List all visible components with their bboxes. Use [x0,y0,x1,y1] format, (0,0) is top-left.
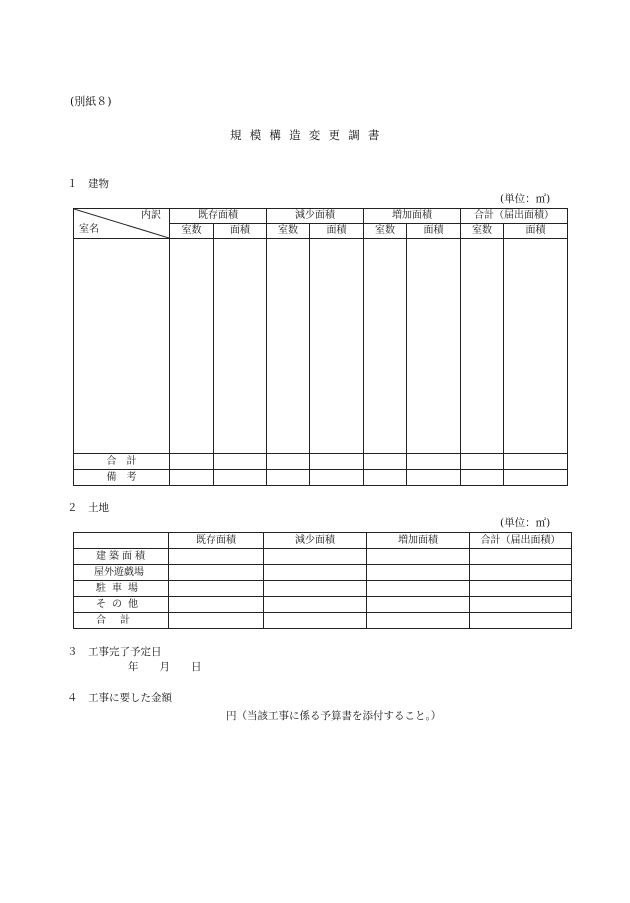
group-header-existing: 既存面積 [170,209,267,224]
entry-cell[interactable] [264,549,367,565]
entry-cell[interactable] [214,239,267,454]
building-table [73,208,568,486]
diagonal-header-cell [74,209,170,239]
row-label-parking: 駐車場 [74,581,169,597]
entry-cell[interactable] [470,581,572,597]
amount-line[interactable]: 円（当該工事に係る予算書を添付すること。） [226,710,442,722]
land-header-blank [74,533,169,549]
entry-cell[interactable] [267,239,310,454]
entry-cell[interactable] [504,470,568,486]
table-row [74,549,572,565]
section-2-unit: (単位：㎡) [500,517,551,529]
entry-cell[interactable] [267,454,310,470]
col-header-decrease: 減少面積 [264,533,367,549]
subheader-room-count: 室数 [170,224,214,239]
entry-cell[interactable] [169,565,264,581]
entry-cell[interactable] [310,239,364,454]
entry-cell[interactable] [264,581,367,597]
land-table [73,532,572,629]
table-body-row [74,239,568,454]
entry-cell[interactable] [310,454,364,470]
section-3-heading: ３ 工事完了予定日 [67,646,162,658]
room-name-label: 室名 [79,224,99,235]
section-1-unit: (単位：㎡) [500,193,551,205]
subheader-area: 面積 [504,224,568,239]
subheader-room-count: 室数 [364,224,407,239]
breakdown-label: 内訳 [141,210,161,221]
entry-cell[interactable] [504,454,568,470]
subheader-room-count: 室数 [461,224,504,239]
entry-cell[interactable] [470,565,572,581]
table-row [74,597,572,613]
entry-cell[interactable] [364,454,407,470]
table-row [74,613,572,629]
entry-cell[interactable] [367,565,470,581]
entry-cell[interactable] [264,565,367,581]
entry-cell[interactable] [310,470,364,486]
col-header-increase: 増加面積 [367,533,470,549]
subheader-area: 面積 [310,224,364,239]
subheader-area: 面積 [214,224,267,239]
section-4-heading: ４ 工事に要した金額 [67,692,172,704]
entry-cell[interactable] [461,470,504,486]
row-label-other: その他 [74,597,169,613]
entry-cell[interactable] [367,613,470,629]
entry-cell[interactable] [169,597,264,613]
entry-cell[interactable] [364,470,407,486]
completion-date-line[interactable]: 年 月 日 [128,661,202,673]
row-label-playground: 屋外遊戯場 [74,565,169,581]
land-header-row [74,533,572,549]
entry-cell[interactable] [470,549,572,565]
entry-cell[interactable] [170,470,214,486]
entry-cell[interactable] [267,470,310,486]
entry-cell[interactable] [367,581,470,597]
table-row [74,581,572,597]
entry-cell[interactable] [214,454,267,470]
entry-cell[interactable] [367,597,470,613]
section-1-heading: １ 建物 [67,178,109,190]
entry-cell[interactable] [407,239,461,454]
total-row [74,454,568,470]
group-header-decrease: 減少面積 [267,209,364,224]
document-label: (別紙８) [70,95,112,108]
entry-cell[interactable] [169,549,264,565]
remarks-row [74,470,568,486]
row-label-total: 合計 [74,613,169,629]
col-header-existing: 既存面積 [169,533,264,549]
entry-cell[interactable] [170,454,214,470]
table-row [74,565,572,581]
entry-cell[interactable] [170,239,214,454]
entry-cell[interactable] [470,597,572,613]
entry-cell[interactable] [264,597,367,613]
entry-cell[interactable] [367,549,470,565]
entry-cell[interactable] [461,239,504,454]
page-title: 規模構造変更調書 [230,128,388,142]
entry-cell[interactable] [264,613,367,629]
entry-cell[interactable] [407,454,461,470]
subheader-room-count: 室数 [267,224,310,239]
entry-cell[interactable] [169,613,264,629]
row-label-building-area: 建築面積 [74,549,169,565]
subheader-area: 面積 [407,224,461,239]
group-header-increase: 増加面積 [364,209,461,224]
entry-cell[interactable] [470,613,572,629]
col-header-total: 合計（届出面積） [470,533,572,549]
group-header-total: 合計（届出面積） [461,209,568,224]
remarks-label: 備 考 [74,470,170,486]
entry-cell[interactable] [407,470,461,486]
entry-cell[interactable] [169,581,264,597]
entry-cell[interactable] [504,239,568,454]
entry-cell[interactable] [74,239,170,454]
entry-cell[interactable] [461,454,504,470]
entry-cell[interactable] [364,239,407,454]
entry-cell[interactable] [214,470,267,486]
total-label: 合 計 [74,454,170,470]
section-2-heading: ２ 土地 [67,502,109,514]
